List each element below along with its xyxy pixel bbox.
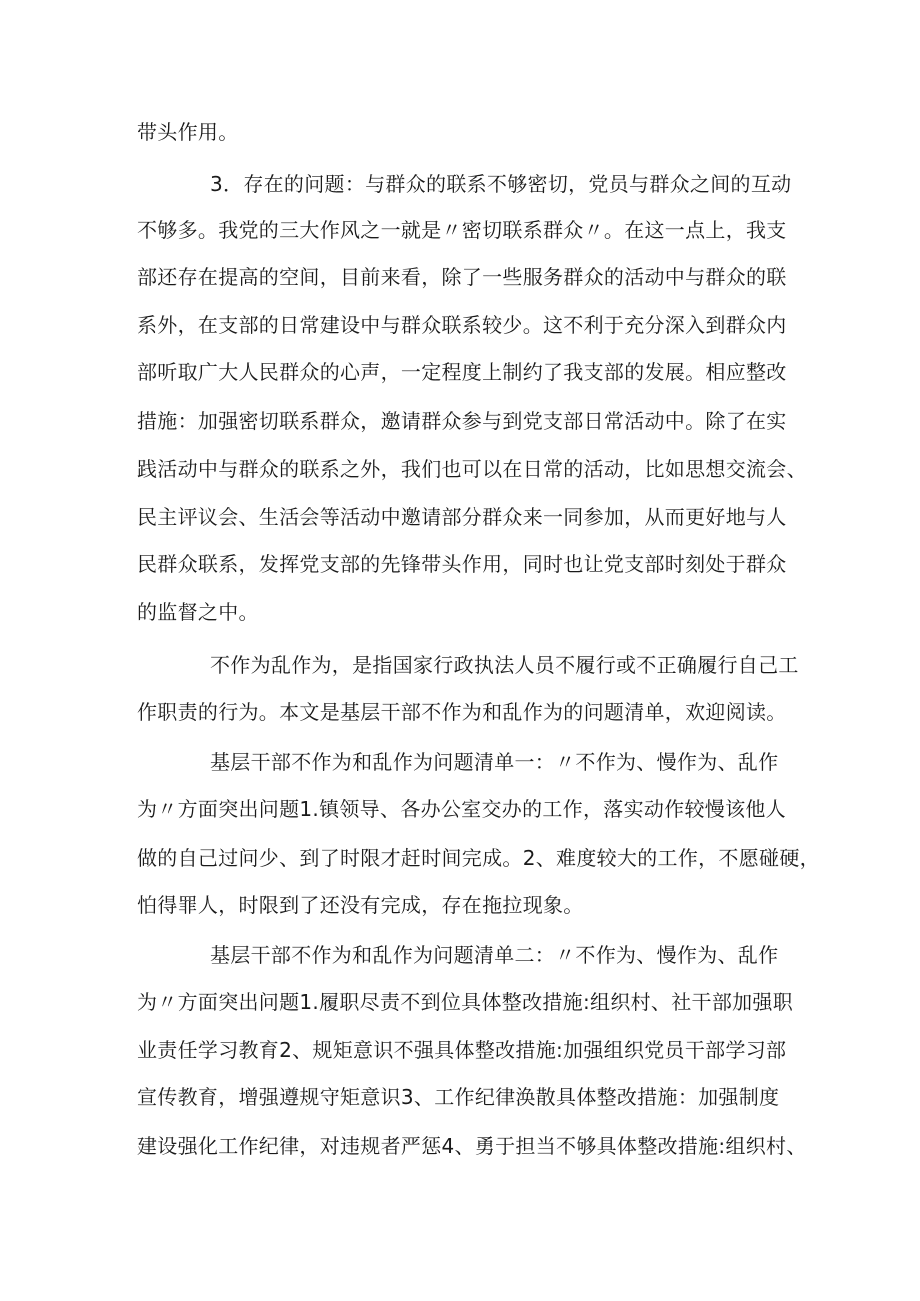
text-line: 基层干部不作为和乱作为问题清单二：〃不作为、慢作为、乱作 bbox=[210, 943, 779, 967]
text-line: 措施：加强密切联系群众，邀请群众参与到党支部日常活动中。除了在实 bbox=[137, 409, 787, 433]
text-line: 不作为乱作为，是指国家行政执法人员不履行或不正确履行自己工 bbox=[210, 653, 799, 677]
text-line: 为〃方面突出问题1.镇领导、各办公室交办的工作，落实动作较慢该他人 bbox=[137, 797, 786, 821]
text-line: 宣传教育，增强遵规守矩意识3、工作纪律涣散具体整改措施：加强制度 bbox=[137, 1085, 780, 1109]
text-line: 怕得罪人，时限到了还没有完成，存在拖拉现象。 bbox=[137, 893, 584, 917]
text-line: 不够多。我党的三大作风之一就是〃密切联系群众〃。在这一点上，我支 bbox=[137, 218, 787, 242]
text-line: 建设强化工作纪律，对违规者严惩4、勇于担当不够具体整改措施:组织村、 bbox=[137, 1134, 807, 1158]
text-line: 的监督之中。 bbox=[137, 600, 259, 624]
text-line: 系外，在支部的日常建设中与群众联系较少。这不利于充分深入到群众内 bbox=[137, 313, 787, 337]
text-line: 民群众联系，发挥党支部的先锋带头作用，同时也让党支部时刻处于群众 bbox=[137, 552, 787, 576]
text-line: 为〃方面突出问题1.履职尽责不到位具体整改措施:组织村、社干部加强职 bbox=[137, 990, 794, 1014]
text-line: 部还存在提高的空间，目前来看，除了一些服务群众的活动中与群众的联 bbox=[137, 265, 787, 289]
text-line: 作职责的行为。本文是基层干部不作为和乱作为的问题清单，欢迎阅读。 bbox=[137, 700, 787, 724]
text-line: 带头作用。 bbox=[137, 120, 239, 144]
text-line: 做的自己过问少、到了时限才赶时间完成。2、难度较大的工作，不愿碰硬， bbox=[137, 846, 820, 870]
text-line: 业责任学习教育2、规矩意识不强具体整改措施:加强组织党员干部学习部 bbox=[137, 1038, 787, 1062]
text-line: 基层干部不作为和乱作为问题清单一：〃不作为、慢作为、乱作 bbox=[210, 750, 779, 774]
text-line: 民主评议会、生活会等活动中邀请部分群众来一同参加，从而更好地与人 bbox=[137, 505, 787, 529]
text-line: 3．存在的问题：与群众的联系不够密切，党员与群众之间的互动 bbox=[210, 172, 792, 196]
text-line: 部听取广大人民群众的心声，一定程度上制约了我支部的发展。相应整改 bbox=[137, 360, 787, 384]
text-line: 践活动中与群众的联系之外，我们也可以在日常的活动，比如思想交流会、 bbox=[137, 457, 807, 481]
